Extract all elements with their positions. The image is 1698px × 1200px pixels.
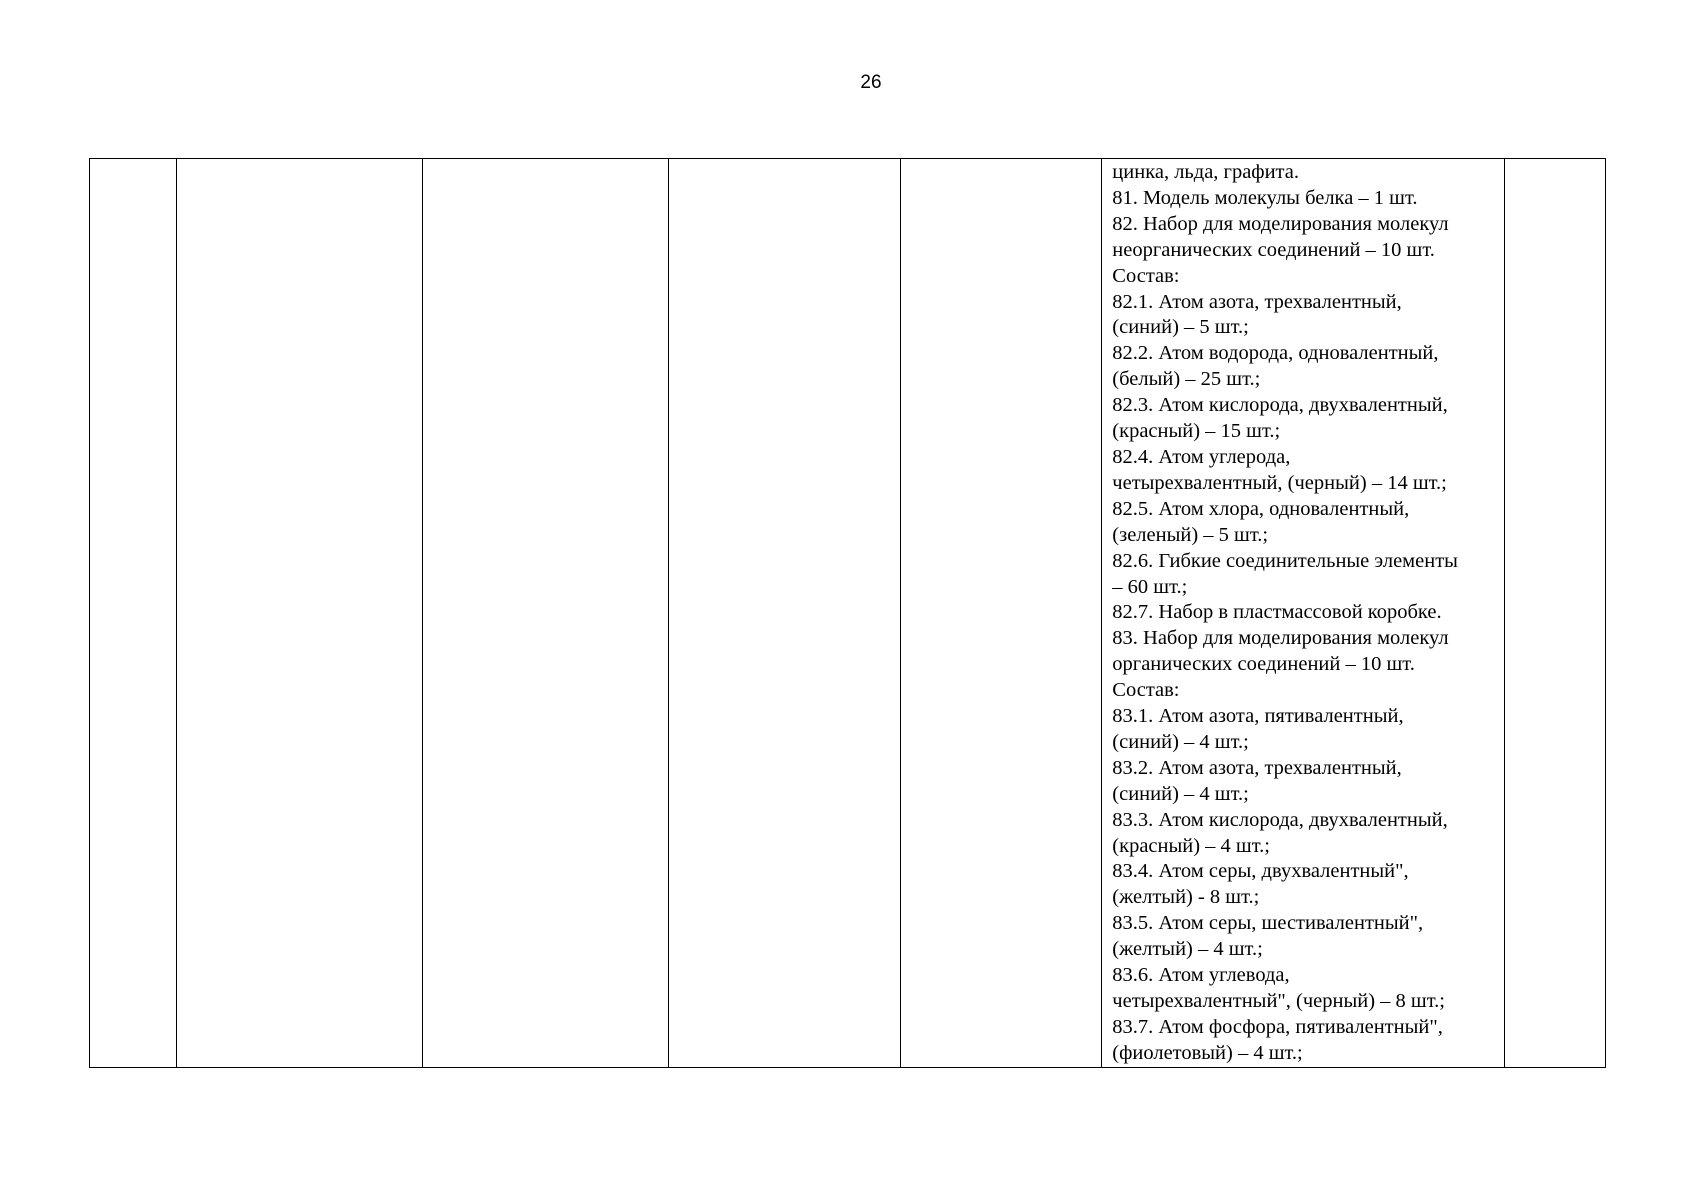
table-cell-description [1102,159,1504,1068]
text-line: 83.1. Атом азота, пятивалентный, [1112,705,1404,728]
text-line: (белый) – 25 шт.; [1112,368,1261,391]
text-line: 82.4. Атом углерода, [1112,445,1291,468]
text-line: 82.5. Атом хлора, одновалентный, [1112,497,1410,520]
text-line: 82.1. Атом азота, трехвалентный, [1112,290,1402,313]
text-line: 83.6. Атом углевода, [1112,964,1290,987]
description-text [1102,159,1503,1067]
text-line: 82. Набор для моделирования молекул [1112,212,1449,235]
text-line: 82.6. Гибкие соединительные элементы [1112,549,1458,572]
text-line: 81. Модель молекулы белка – 1 шт. [1112,186,1418,209]
text-line: 83.5. Атом серы, шестивалентный", [1112,912,1424,935]
table-cell-empty [90,159,177,1068]
table-cell-empty [668,159,900,1068]
text-line: 83.4. Атом серы, двухвалентный", [1112,860,1409,883]
text-line: цинка, льда, графита. [1112,161,1299,183]
text-line: 82.3. Атом кислорода, двухвалентный, [1112,394,1448,417]
text-line: (фиолетовый) – 4 шт.; [1112,1041,1303,1064]
text-line: 83.2. Атом азота, трехвалентный, [1112,756,1402,779]
page-number: 26 [860,72,882,93]
text-line: Состав: [1112,264,1180,287]
text-line: 82.2. Атом водорода, одновалентный, [1112,342,1439,365]
text-line: четырехвалентный, (черный) – 14 шт.; [1112,471,1447,494]
text-line: (красный) – 15 шт.; [1112,420,1281,443]
text-line: (красный) – 4 шт.; [1112,834,1270,857]
table-row [90,159,1606,1068]
text-line: (синий) – 5 шт.; [1112,316,1249,339]
table-cell-empty [177,159,423,1068]
text-line: (зеленый) – 5 шт.; [1112,523,1269,546]
text-line: неорганических соединений – 10 шт. [1112,238,1435,261]
text-line: (синий) – 4 шт.; [1112,782,1249,805]
text-line: – 60 шт.; [1112,575,1188,598]
text-line: Состав: [1112,679,1180,702]
text-line: (желтый) – 4 шт.; [1112,938,1263,961]
specification-table [89,158,1606,1068]
text-line: (синий) – 4 шт.; [1112,730,1249,753]
text-line: 83.3. Атом кислорода, двухвалентный, [1112,808,1448,831]
table-cell-empty [1504,159,1605,1068]
text-line: 83.7. Атом фосфора, пятивалентный", [1112,1015,1443,1038]
table-cell-empty [900,159,1102,1068]
text-line: 82.7. Набор в пластмассовой коробке. [1112,601,1442,624]
table-cell-empty [423,159,669,1068]
text-line: четырехвалентный", (черный) – 8 шт.; [1112,990,1445,1012]
text-line: 83. Набор для моделирования молекул [1112,627,1449,650]
text-line: (желтый) - 8 шт.; [1112,886,1260,909]
text-line: органических соединений – 10 шт. [1112,653,1415,676]
